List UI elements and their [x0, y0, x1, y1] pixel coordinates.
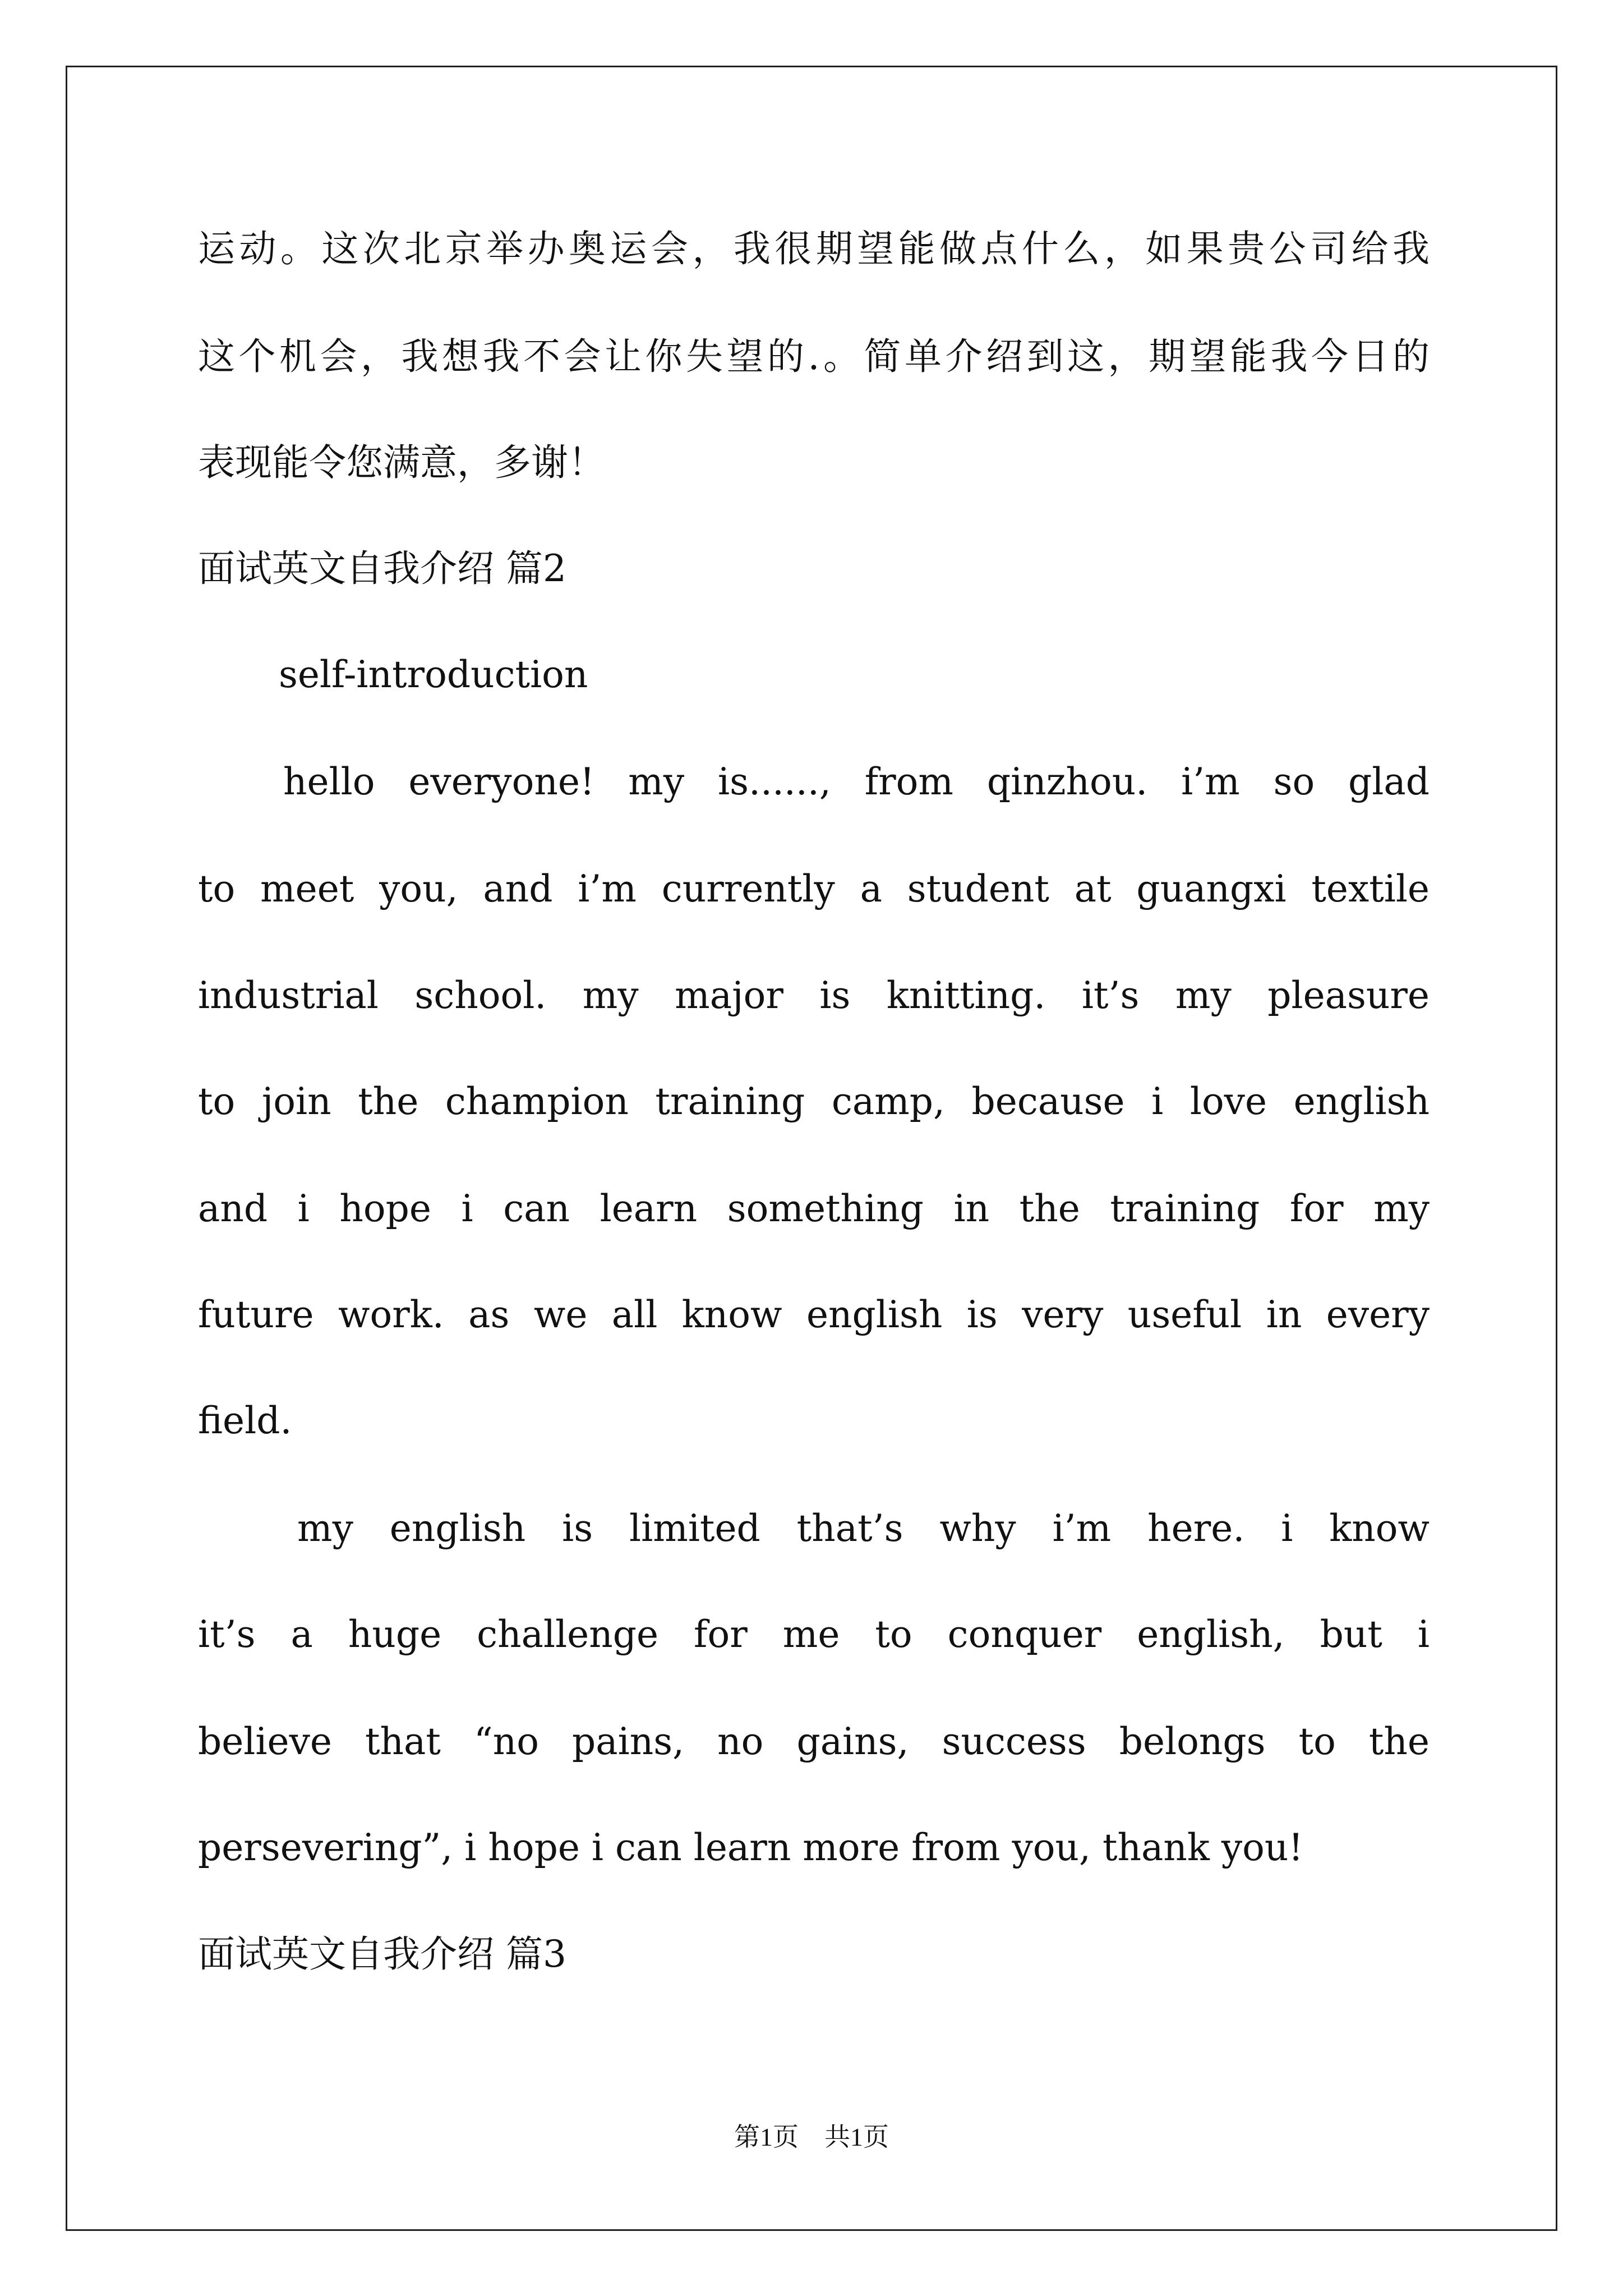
paragraph-line: future work. as we all know english is very useful in every [198, 1293, 1430, 1336]
paragraph-line: industrial school. my major is knitting. it’s my pleasure [198, 974, 1430, 1017]
body-line: 运动。这次北京举办奥运会，我很期望能做点什么，如果贵公司给我 [198, 227, 1430, 270]
paragraph-line: field. [198, 1399, 292, 1442]
body-line: 这个机会，我想我不会让你失望的.。简单介绍到这，期望能我今日的 [198, 335, 1430, 378]
page-border [66, 66, 1557, 2231]
paragraph-line: and i hope i can learn something in the training for my [198, 1187, 1430, 1230]
paragraph-line: believe that “no pains, no gains, success belongs to the [198, 1720, 1430, 1763]
body-line: 表现能令您满意，多谢！ [198, 441, 605, 484]
section-subtitle: self-introduction [279, 653, 588, 696]
paragraph-line: my english is limited that’s why i’m here. i know [297, 1507, 1430, 1550]
section-heading-2: 面试英文自我介绍 篇2 [198, 547, 566, 590]
paragraph-line: hello everyone! my is......, from qinzhou. i’m so glad [283, 760, 1430, 803]
paragraph-line: persevering”, i hope i can learn more from you, thank you! [198, 1826, 1303, 1869]
page-footer: 第1页 共1页 [734, 2123, 889, 2151]
paragraph-line: to join the champion training camp, because i love english [198, 1080, 1430, 1123]
section-heading-3: 面试英文自我介绍 篇3 [198, 1932, 566, 1976]
paragraph-line: it’s a huge challenge for me to conquer english, but i [198, 1613, 1430, 1656]
paragraph-line: to meet you, and i’m currently a student at guangxi textile [198, 867, 1430, 910]
